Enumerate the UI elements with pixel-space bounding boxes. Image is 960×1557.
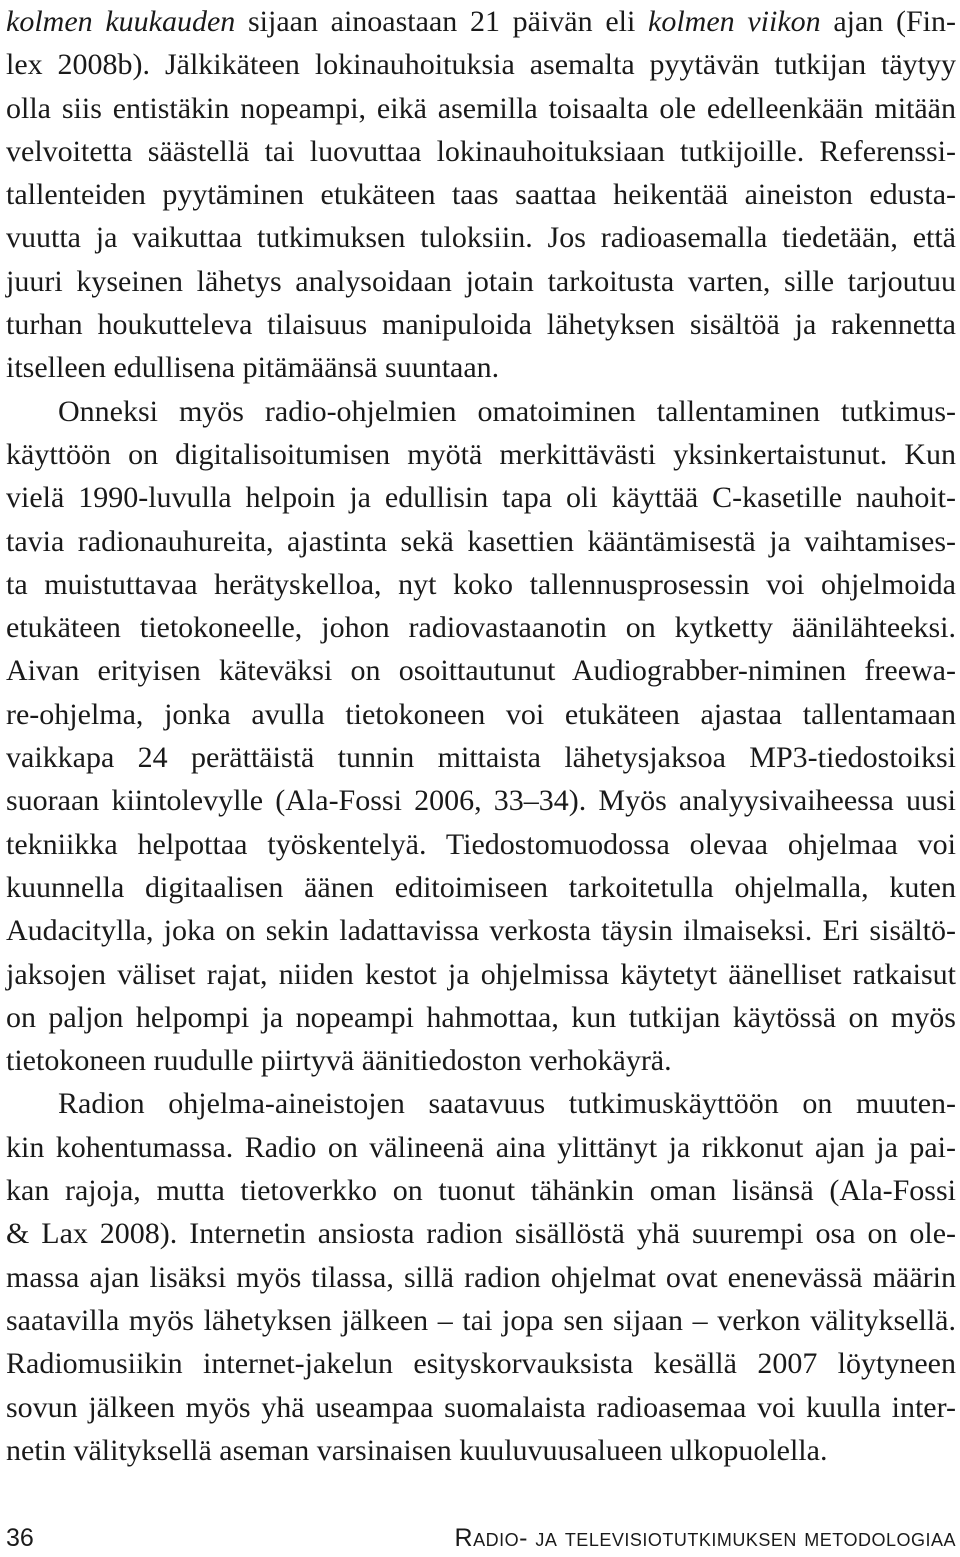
page-footer (6, 1522, 956, 1554)
text-line: turhan houkutteleva tilaisuus manipuloida lähetyksen sisältöä ja rakennetta (6, 308, 956, 342)
text-line: tekniikka helpottaa työskentelyä. Tiedostomuodossa olevaa ohjelmaa voi (6, 827, 956, 861)
text-line: vaikkapa 24 perättäistä tunnin mittaista lähetysjaksoa MP3-tiedostoiksi (6, 741, 956, 775)
text-line: lex 2008b). Jälkikäteen lokinauhoituksia asemalta pyytävän tutkijan täytyy (6, 48, 956, 82)
text-line: & Lax 2008). Internetin ansiosta radion sisällöstä yhä suurempi osa on ole- (6, 1217, 956, 1251)
text-line: suoraan kiintolevylle (Ala-Fossi 2006, 33–34). Myös analyysivaiheessa uusi (6, 784, 956, 818)
text-line: re-ohjelma, jonka avulla tietokoneen voi etukäteen ajastaa tallentamaan (6, 697, 956, 731)
text-line: netin välityksellä aseman varsinaisen kuuluvuusalueen ulkopuolella. (6, 1433, 828, 1467)
text-line: jaksojen väliset rajat, niiden kestot ja ohjelmissa käytetyt äänelliset ratkaisut (6, 957, 956, 991)
text-line: sovun jälkeen myös yhä useampaa suomalaista radioasemaa voi kuulla inter- (6, 1390, 956, 1424)
body-text (6, 0, 956, 1472)
text-line: tietokoneen ruudulle piirtyvä äänitiedoston verhokäyrä. (6, 1044, 672, 1078)
text-line: etukäteen tietokoneelle, johon radiovastaanotin on kytketty äänilähteeksi. (6, 611, 956, 645)
text-line: Onneksi myös radio-ohjelmien omatoiminen tallentaminen tutkimus- (58, 394, 956, 428)
paragraph (6, 390, 956, 1083)
paragraph (6, 0, 956, 390)
paragraph (6, 1082, 956, 1472)
text-line: Aivan erityisen käteväksi on osoittautunut Audiograbber-niminen freewa- (6, 654, 956, 688)
text-line: on paljon helpompi ja nopeampi hahmottaa, kun tutkijan käytössä on myös (6, 1000, 956, 1034)
text-line: Audacitylla, joka on sekin ladattavissa verkosta täysin ilmaiseksi. Eri sisältö- (6, 914, 956, 948)
text-line: tallenteiden pyytäminen etukäteen taas saattaa heikentää aineiston edusta- (6, 178, 956, 212)
text-line: juuri kyseinen lähetys analysoidaan jotain tarkoitusta varten, sille tarjoutuu (6, 264, 956, 298)
text-line: olla siis entistäkin nopeampi, eikä asemilla toisaalta ole edelleenkään mitään (6, 91, 956, 125)
running-title: Radio- ja televisiotutkimuksen metodologiaa (454, 1524, 956, 1552)
text-line: tavia radionauhureita, ajastinta sekä kasettien kääntämisestä ja vaihtamises- (6, 524, 956, 558)
text-line: velvoitetta säästellä tai luovuttaa lokinauhoituksiaan tutkijoille. Referenssi- (6, 134, 956, 168)
text-line: kan rajoja, mutta tietoverkko on tuonut tähänkin oman lisänsä (Ala-Fossi (6, 1174, 956, 1208)
page-number: 36 (6, 1524, 34, 1552)
text-line: Radiomusiikin internet-jakelun esityskorvauksista kesällä 2007 löytyneen (6, 1347, 956, 1381)
text-line: kuunnella digitaalisen äänen editoimiseen tarkoitetulla ohjelmalla, kuten (6, 870, 956, 904)
text-line: saatavilla myös lähetyksen jälkeen – tai jopa sen sijaan – verkon välityksellä. (6, 1303, 956, 1337)
text-line: käyttöön on digitalisoitumisen myötä merkittävästi yksinkertaistunut. Kun (6, 437, 956, 471)
text-line: massa ajan lisäksi myös tilassa, sillä radion ohjelmat ovat enenevässä määrin (6, 1260, 956, 1294)
text-line: kin kohentumassa. Radio on välineenä aina ylittänyt ja rikkonut ajan ja pai- (6, 1130, 956, 1164)
text-line: vielä 1990-luvulla helpoin ja edullisin tapa oli käyttää C-kasetille nauhoit- (6, 481, 956, 515)
text-line: vuutta ja vaikuttaa tutkimuksen tuloksiin. Jos radioasemalla tiedetään, että (6, 221, 956, 255)
text-line: itselleen edullisena pitämäänsä suuntaan. (6, 351, 500, 385)
text-line: Radion ohjelma-aineistojen saatavuus tutkimuskäyttöön on muuten- (58, 1087, 956, 1121)
text-line: ta muistuttavaa herätyskelloa, nyt koko tallennusprosessin voi ohjelmoida (6, 567, 956, 601)
text-line: kolmen kuukauden sijaan ainoastaan 21 päivän eli kolmen viikon ajan (Fin- (6, 5, 957, 38)
